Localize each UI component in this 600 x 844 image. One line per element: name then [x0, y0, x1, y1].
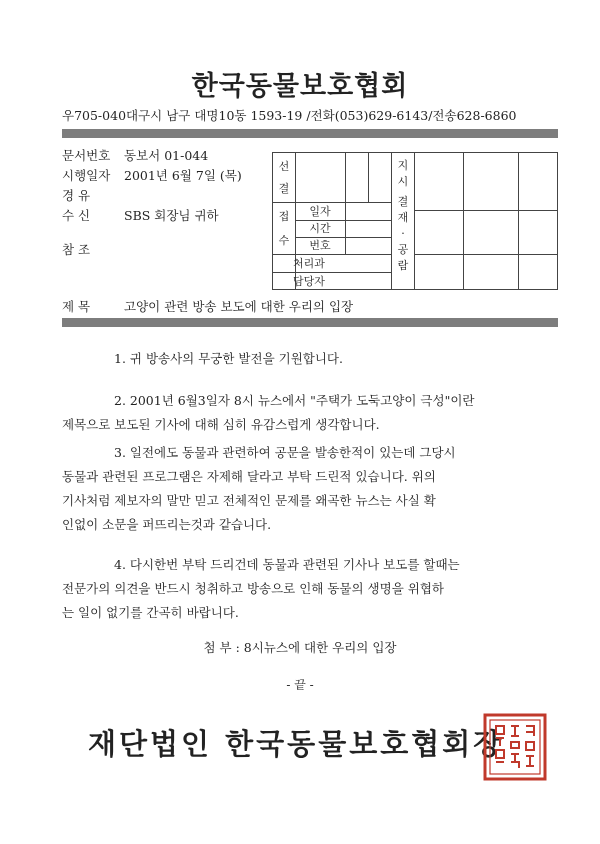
header-band — [62, 129, 558, 138]
receipt-time-label: 시간 — [309, 222, 331, 235]
recipient-label: 수 신 — [62, 208, 91, 223]
org-title: 한국동물보호협회 — [191, 71, 409, 102]
paragraph-1 — [62, 347, 558, 371]
divider — [295, 220, 391, 221]
paragraph-line: 제목으로 보도된 기사에 대해 심히 유감스럽게 생각합니다. — [62, 417, 380, 432]
receipt-date-label: 일자 — [309, 205, 331, 218]
recipient-value: SBS 회장님 귀하 — [124, 208, 219, 223]
via-label: 경 유 — [62, 188, 91, 203]
recipient-row — [62, 206, 219, 224]
paragraph-line: 동물과 관련된 프로그램은 자제해 달라고 부탁 드린적 있습니다. 위의 — [62, 469, 436, 484]
paragraph-2 — [62, 389, 558, 437]
approval-char: 람 — [397, 259, 409, 272]
dept-label: 처리과 — [293, 257, 325, 270]
jeop-label: 접 — [278, 210, 290, 223]
address-line: 우705-040대구시 남구 대명10동 1593-19 /전화(053)629-6143/전송628-6860 — [62, 108, 517, 123]
doc-number: 동보서 01-044 — [124, 148, 209, 163]
divider — [463, 152, 464, 290]
doc-number-label: 문서번호 — [62, 148, 111, 163]
paragraph-line: 기사처럼 제보자의 말만 믿고 전체적인 문제를 왜곡한 뉴스는 사실 확 — [62, 493, 436, 508]
via-row — [62, 186, 124, 204]
gyeol-label: 결 — [278, 182, 290, 195]
paragraph-line: 인없이 소문을 퍼뜨리는것과 같습니다. — [62, 517, 272, 532]
divider — [272, 202, 391, 203]
approval-char: · — [401, 227, 405, 240]
divider — [368, 152, 369, 202]
subject-label: 제 목 — [62, 299, 91, 314]
divider — [518, 152, 519, 290]
subject-band — [62, 318, 558, 327]
date-row — [62, 166, 242, 184]
person-label: 담당자 — [293, 275, 325, 288]
subject-row — [62, 297, 353, 315]
paragraph-line: 3. 일전에도 동물과 관련하여 공문을 발송한적이 있는데 그당시 — [114, 445, 456, 460]
approval-char: 공 — [397, 243, 409, 256]
signature-line: 재단법인 한국동물보호협회장 — [88, 727, 505, 761]
paragraph-line: 2. 2001년 6월3일자 8시 뉴스에서 "주택가 도둑고양이 극성"이란 — [114, 393, 475, 408]
approval-char: 재 — [397, 211, 409, 224]
doc-number-row — [62, 146, 208, 164]
official-seal-icon — [482, 712, 548, 782]
instruction-label — [396, 158, 410, 190]
paragraph-4 — [62, 553, 558, 625]
divider — [345, 202, 346, 254]
divider — [391, 152, 392, 290]
date-label: 시행일자 — [62, 168, 111, 183]
su-label: 수 — [278, 234, 290, 247]
divider — [414, 152, 415, 290]
paragraph-line: 4. 다시한번 부탁 드리건데 동물과 관련된 기사나 보도를 할때는 — [114, 557, 460, 572]
end-mark: - 끝 - — [286, 678, 314, 692]
receipt-number-label: 번호 — [309, 239, 331, 252]
paragraph-3 — [62, 441, 558, 537]
reference-label: 참 조 — [62, 242, 91, 257]
divider — [272, 254, 391, 255]
paragraph-line: 는 일이 없기를 간곡히 바랍니다. — [62, 605, 239, 620]
attachment-line: 첨 부 : 8시뉴스에 대한 우리의 입장 — [203, 640, 397, 655]
divider — [345, 152, 346, 202]
seon-label: 선 — [278, 160, 290, 173]
date-value: 2001년 6월 7일 (목) — [124, 168, 242, 183]
divider — [414, 254, 558, 255]
divider — [414, 210, 558, 211]
instruction-char: 시 — [397, 175, 409, 188]
divider — [295, 237, 391, 238]
subject-text: 고양이 관련 방송 보도에 대한 우리의 입장 — [124, 299, 354, 314]
approval-char: 결 — [397, 195, 409, 208]
approval-label — [396, 194, 410, 274]
paragraph-line: 전문가의 의견을 반드시 청취하고 방송으로 인해 동물의 생명을 위협하 — [62, 581, 444, 596]
divider — [272, 272, 391, 273]
paragraph-line: 1. 귀 방송사의 무궁한 발전을 기원합니다. — [114, 351, 343, 366]
seal-glyphs — [496, 726, 534, 768]
instruction-char: 지 — [397, 159, 409, 172]
